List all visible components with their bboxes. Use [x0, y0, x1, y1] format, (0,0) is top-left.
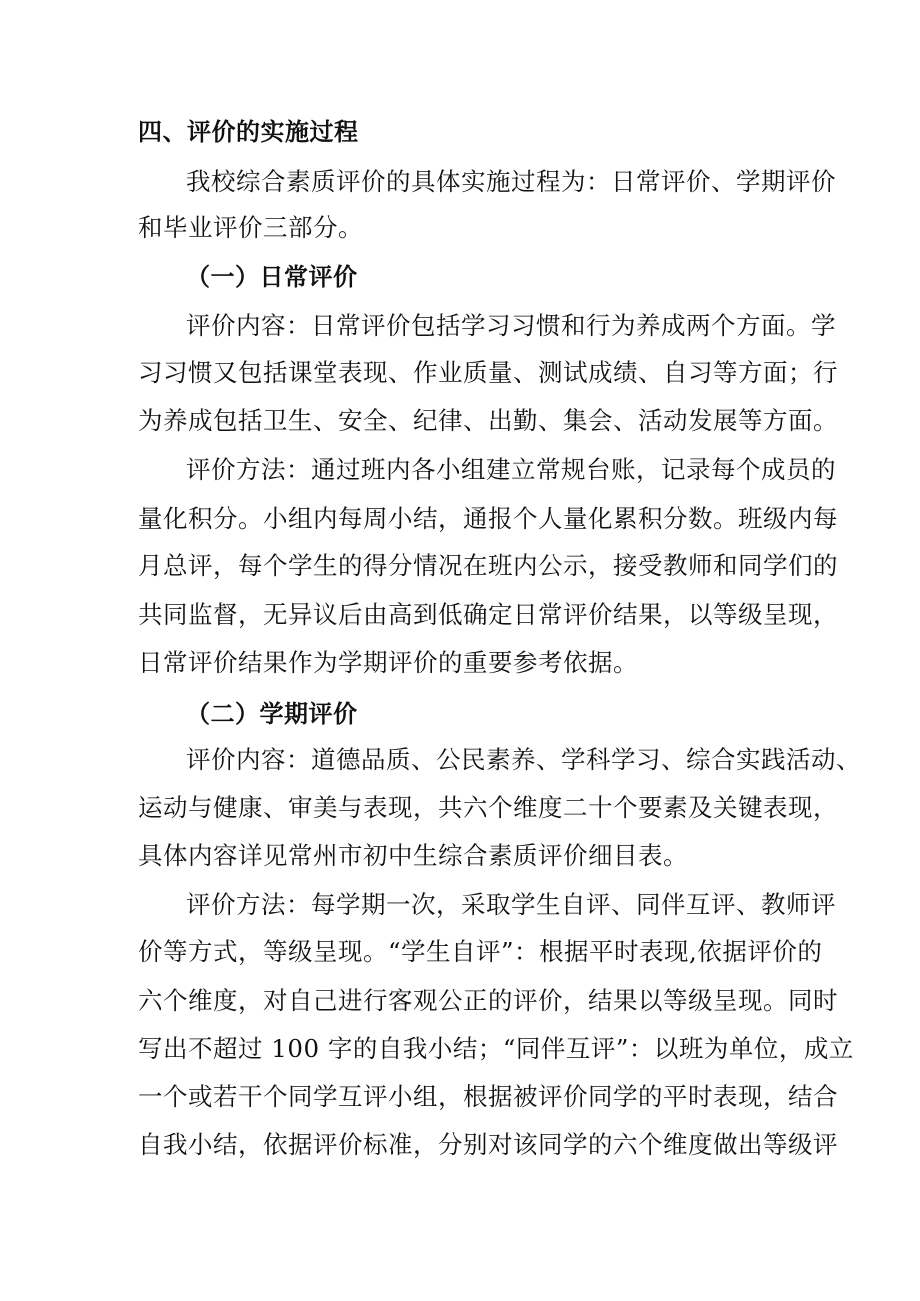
daily-method-line-1: 评价方法：通过班内各小组建立常规台账，记录每个成员的	[186, 455, 836, 484]
daily-method-line-5: 日常评价结果作为学期评价的重要参考依据。	[138, 648, 638, 677]
section-title: 四、评价的实施过程	[138, 118, 359, 146]
intro-line-1: 我校综合素质评价的具体实施过程为：日常评价、学期评价	[186, 167, 836, 196]
semester-method-line-5: 一个或若干个同学互评小组，根据被评价同学的平时表现，结合	[138, 1082, 838, 1111]
semester-content-line-3: 具体内容详见常州市初中生综合素质评价细目表。	[138, 841, 688, 870]
intro-line-2: 和毕业评价三部分。	[138, 213, 363, 242]
semester-method-line-1: 评价方法：每学期一次，采取学生自评、同伴互评、教师评	[186, 890, 836, 919]
semester-content-line-2: 运动与健康、审美与表现，共六个维度二十个要素及关键表现，	[138, 793, 838, 822]
daily-method-line-2: 量化积分。小组内每周小结，通报个人量化累积分数。班级内每	[138, 504, 838, 533]
semester-method-line-6: 自我小结，依据评价标准，分别对该同学的六个维度做出等级评	[138, 1130, 838, 1159]
daily-heading: （一）日常评价	[186, 263, 358, 291]
daily-method-line-4: 共同监督，无异议后由高到低确定日常评价结果，以等级呈现，	[138, 600, 838, 629]
semester-method-line-3: 六个维度，对自己进行客观公正的评价，结果以等级呈现。同时	[138, 986, 838, 1015]
semester-method-line-4: 写出不超过 100 字的自我小结；“同伴互评”：以班为单位，成立	[138, 1034, 854, 1063]
daily-content-line-2: 习习惯又包括课堂表现、作业质量、测试成绩、自习等方面；行	[138, 358, 838, 387]
daily-method-line-3: 月总评，每个学生的得分情况在班内公示，接受教师和同学们的	[138, 551, 838, 580]
semester-method-line-2: 价等方式，等级呈现。“学生自评”：根据平时表现,依据评价的	[138, 937, 823, 966]
semester-content-line-1: 评价内容：道德品质、公民素养、学科学习、综合实践活动、	[186, 745, 861, 774]
daily-content-line-1: 评价内容：日常评价包括学习习惯和行为养成两个方面。学	[186, 311, 836, 340]
daily-content-line-3: 为养成包括卫生、安全、纪律、出勤、集会、活动发展等方面。	[138, 406, 838, 435]
semester-heading: （二）学期评价	[186, 700, 358, 728]
